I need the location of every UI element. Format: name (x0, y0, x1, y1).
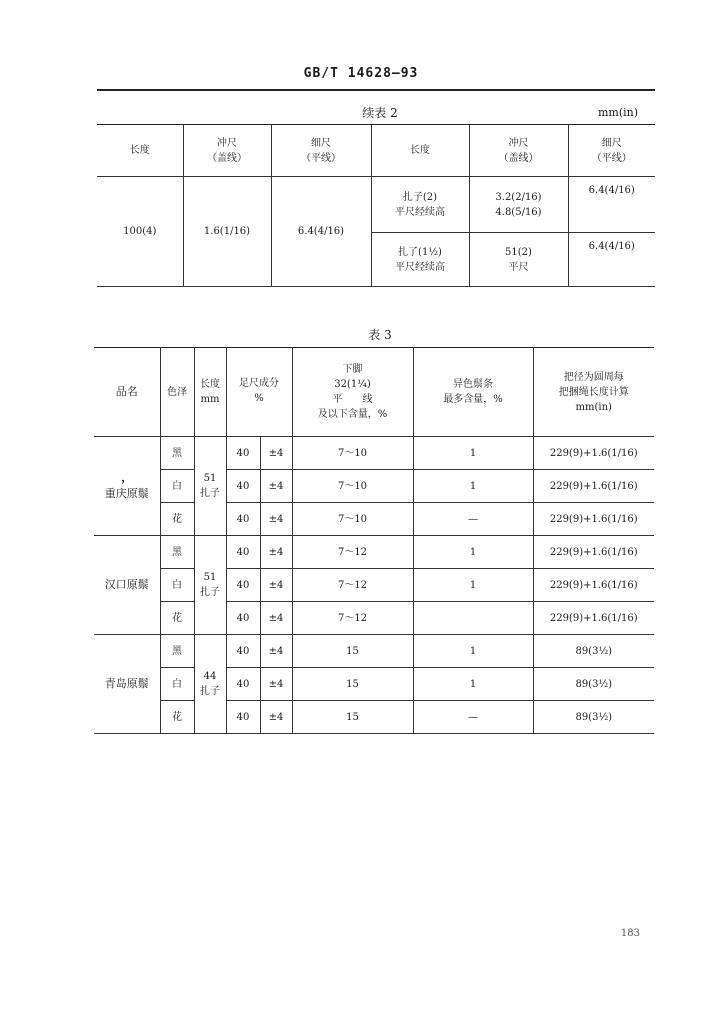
t3-tol: ±4 (260, 569, 292, 602)
t2-header-chongchi-right-l1: 冲尺 (508, 137, 529, 149)
t3-foot: 40 (226, 470, 260, 503)
t3-tol: ±4 (260, 536, 292, 569)
t3-foot: 40 (226, 437, 260, 470)
t2-right-xichi-1: 6.4(4/16) (568, 177, 655, 233)
t3-tol: ±4 (260, 635, 292, 668)
t3-group-name-3: 青岛原鬃 (94, 635, 160, 734)
t2-right-chongchi-1 (469, 177, 568, 233)
t3-header-lower-l2: 32(1¼) (334, 379, 371, 390)
t3-group-length-1-l2: 扎子 (200, 488, 220, 499)
t2-left-length: 100(4) (97, 177, 183, 287)
t3-foot: 40 (226, 635, 260, 668)
t3-header-length-l2: mm (200, 394, 220, 405)
t3-header-off (413, 348, 533, 437)
t3-lower: 7～12 (292, 602, 413, 635)
t3-off: 1 (413, 569, 533, 602)
t2-header-xichi-left-l2: （平线） (301, 152, 341, 164)
t3-off: 1 (413, 437, 533, 470)
t3-calc: 229(9)+1.6(1/16) (533, 470, 654, 503)
header-rule (97, 89, 655, 91)
t2-right-length-2-l2: 平尺经续高 (395, 261, 445, 273)
t3-foot: 40 (226, 668, 260, 701)
t3-off: 1 (413, 668, 533, 701)
t3-header-calc-l1: 把径为圆周每 (563, 371, 624, 383)
t3-header-lower-l4: 及以下含量，% (317, 409, 388, 420)
t2-header-xichi-left-l1: 细尺 (311, 137, 331, 149)
t2-right-chongchi-1-l1: 3.2(2/16) (495, 191, 542, 203)
t2-right-chongchi-2-l2: 平尺 (508, 261, 529, 273)
t2-right-xichi-2: 6.4(4/16) (568, 233, 655, 287)
t3-tol: ±4 (260, 470, 292, 503)
t3-color: 白 (160, 668, 194, 701)
t2-header-length-right: 长度 (371, 125, 469, 177)
t3-off: 1 (413, 635, 533, 668)
t3-calc: 89(3½) (533, 668, 654, 701)
t2-header-chongchi-right (469, 125, 568, 177)
t3-header-color: 色泽 (160, 348, 194, 437)
t2-right-length-2-l1: 扎了(1½) (398, 246, 442, 258)
table3-caption: 表 3 (368, 328, 392, 342)
t2-right-length-1 (371, 177, 469, 233)
t3-color: 白 (160, 470, 194, 503)
t3-foot: 40 (226, 503, 260, 536)
t3-lower: 7～12 (292, 536, 413, 569)
t3-group-name-2: 汉口原鬃 (94, 536, 160, 635)
t3-calc: 229(9)+1.6(1/16) (533, 503, 654, 536)
t2-right-chongchi-2-l1: 51(2) (505, 246, 532, 258)
page-number: 183 (620, 928, 640, 939)
t3-color: 花 (160, 602, 194, 635)
t3-header-foot-l1: 足尺成分 (239, 378, 279, 389)
t3-foot: 40 (226, 602, 260, 635)
t3-group-length-3 (194, 635, 226, 734)
t3-lower: 7～10 (292, 503, 413, 536)
t3-header-lower (292, 348, 413, 437)
table2-caption: 续表 2 (362, 106, 398, 120)
t3-color: 黑 (160, 536, 194, 569)
t3-off: — (413, 701, 533, 734)
table3 (94, 347, 654, 734)
t3-header-calc (533, 348, 654, 437)
t3-calc: 89(3½) (533, 701, 654, 734)
t3-off: — (413, 503, 533, 536)
t3-header-calc-l3: mm(in) (575, 401, 612, 413)
t3-calc: 89(3½) (533, 635, 654, 668)
t3-foot: 40 (226, 701, 260, 734)
t3-tol: ±4 (260, 437, 292, 470)
t3-tol: ±4 (260, 602, 292, 635)
t3-header-length-l1: 长度 (200, 379, 220, 390)
t3-header-calc-l2: 把捆绳长度计算 (558, 386, 629, 398)
t3-color: 花 (160, 503, 194, 536)
t3-lower: 7～10 (292, 470, 413, 503)
t3-lower: 15 (292, 635, 413, 668)
t3-header-foot (226, 348, 292, 437)
t3-header-foot-l2: % (254, 393, 264, 404)
t3-off: 1 (413, 470, 533, 503)
t3-group-name-1-text: 重庆原鬃 (104, 487, 149, 500)
t3-header-off-l2: 最多含量，% (443, 394, 503, 405)
t2-header-xichi-right-l1: 细尺 (601, 137, 622, 149)
t3-lower: 15 (292, 668, 413, 701)
t3-color: 黑 (160, 437, 194, 470)
table2-unit: mm(in) (598, 106, 639, 119)
t3-header-lower-l1: 下脚 (342, 364, 363, 375)
t3-foot: 40 (226, 569, 260, 602)
t2-header-chongchi-left-l1: 冲尺 (217, 137, 237, 149)
t3-color: 黑 (160, 635, 194, 668)
table2 (97, 124, 655, 287)
t2-right-length-1-l1: 扎子(2) (402, 191, 438, 203)
t2-header-xichi-right-l2: （平线） (591, 152, 632, 164)
t3-tol: ±4 (260, 503, 292, 536)
t3-group-length-2 (194, 536, 226, 635)
t3-off (413, 602, 533, 635)
t3-foot: 40 (226, 536, 260, 569)
t3-group-length-1-l1: 51 (203, 473, 217, 484)
t3-calc: 229(9)+1.6(1/16) (533, 569, 654, 602)
t2-left-chongchi: 1.6(1/16) (183, 177, 271, 287)
t3-group-name-1 (94, 437, 160, 536)
t3-off: 1 (413, 536, 533, 569)
t3-header-lower-l3: 平 线 (332, 394, 373, 405)
t3-group-mark-1: ， (121, 470, 133, 484)
t3-header-off-l1: 异色鬃条 (453, 379, 493, 390)
t3-calc: 229(9)+1.6(1/16) (533, 437, 654, 470)
t2-right-chongchi-2 (469, 233, 568, 287)
t2-header-chongchi-right-l2: （盖线） (498, 152, 539, 164)
t3-group-length-2-l2: 扎子 (200, 587, 220, 598)
t3-group-length-3-l2: 扎子 (200, 686, 220, 697)
t2-header-chongchi-left (183, 125, 271, 177)
t3-lower: 15 (292, 701, 413, 734)
t3-group-length-1 (194, 437, 226, 536)
t3-group-length-3-l1: 44 (203, 671, 217, 682)
t3-tol: ±4 (260, 701, 292, 734)
t3-lower: 7～10 (292, 437, 413, 470)
t3-header-name: 品名 (94, 348, 160, 437)
t3-calc: 229(9)+1.6(1/16) (533, 536, 654, 569)
t3-color: 白 (160, 569, 194, 602)
t3-tol: ±4 (260, 668, 292, 701)
t3-header-length (194, 348, 226, 437)
t2-header-length-left: 长度 (97, 125, 183, 177)
t2-right-chongchi-1-l2: 4.8(5/16) (495, 206, 542, 218)
t3-group-length-2-l1: 51 (203, 572, 217, 583)
page-header: GB/T 14628—93 (303, 66, 419, 81)
t3-color: 花 (160, 701, 194, 734)
t2-left-xichi: 6.4(4/16) (271, 177, 371, 287)
t2-right-length-2 (371, 233, 469, 287)
t2-right-length-1-l2: 平尺经续高 (395, 206, 445, 218)
t3-lower: 7～12 (292, 569, 413, 602)
t2-header-xichi-right (568, 125, 655, 177)
t2-header-chongchi-left-l2: （盖线） (207, 152, 247, 164)
t2-header-xichi-left (271, 125, 371, 177)
t3-calc: 229(9)+1.6(1/16) (533, 602, 654, 635)
